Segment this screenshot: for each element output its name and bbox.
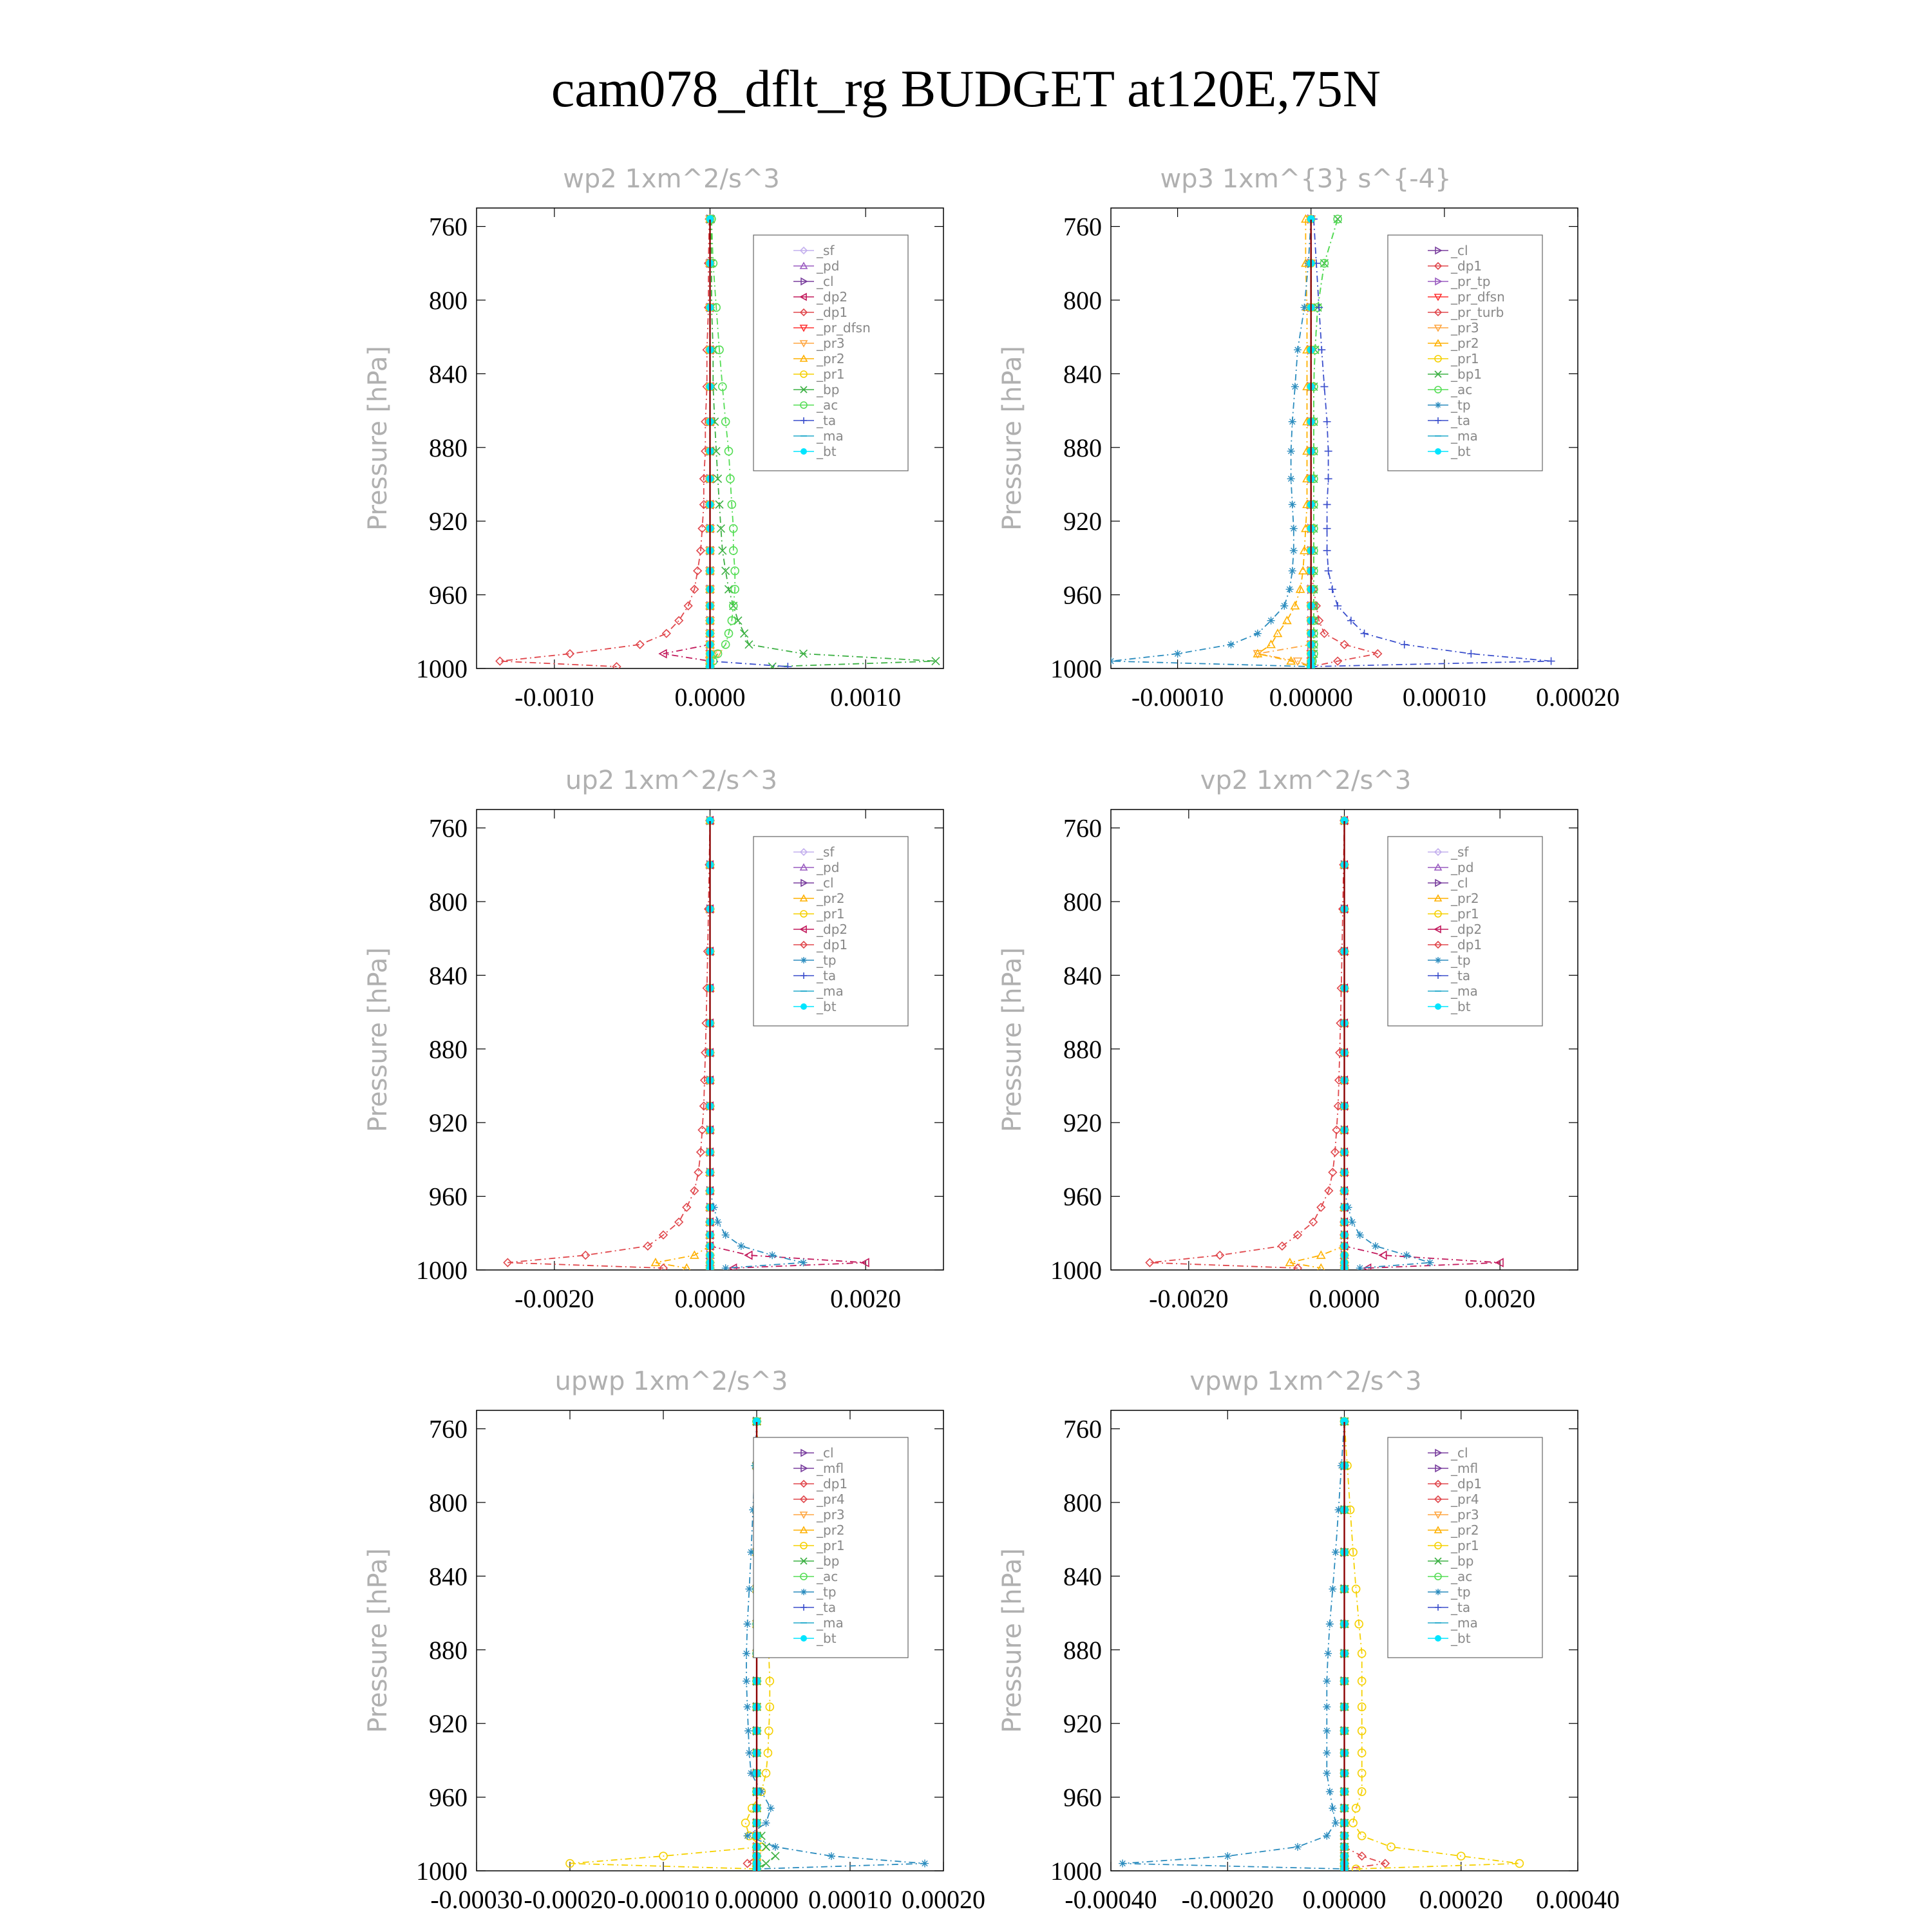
y-tick-label: 800 (429, 1488, 468, 1517)
y-tick-label: 840 (1063, 961, 1102, 990)
legend-label: _bt (817, 444, 837, 459)
data-point (1326, 1620, 1334, 1628)
data-point (1323, 1769, 1331, 1777)
data-point (800, 1259, 808, 1267)
legend-label: _ma (1451, 1615, 1478, 1631)
legend-label: _cl (817, 875, 834, 891)
data-point (1287, 475, 1295, 482)
y-tick-label: 920 (1063, 1709, 1102, 1739)
y-tick-label: 840 (429, 961, 468, 990)
data-point (1227, 641, 1235, 649)
legend-label: _bp (817, 382, 840, 397)
x-tick-label: 0.00020 (1536, 683, 1620, 712)
legend-label: _pr1 (817, 1538, 845, 1553)
data-point (921, 1860, 929, 1868)
legend-label: _pr2 (1451, 336, 1479, 351)
data-point (722, 1231, 730, 1239)
data-point (745, 1749, 753, 1757)
data-point (1119, 1860, 1126, 1868)
x-tick-label: -0.00040 (1065, 1885, 1157, 1914)
legend-marker (1435, 957, 1441, 963)
y-tick-label: 840 (1063, 1562, 1102, 1591)
legend-label: _pr_dfsn (1451, 289, 1505, 305)
legend-label: _pr2 (1451, 1522, 1479, 1538)
data-point (768, 1251, 776, 1259)
legend-label: _bt (1451, 444, 1471, 459)
y-axis-label: Pressure [hPa] (363, 1548, 393, 1733)
legend-label: _mfl (1451, 1461, 1479, 1476)
data-point (1356, 1231, 1364, 1239)
y-axis-label: Pressure [hPa] (363, 947, 393, 1132)
legend-label: _ac (1451, 382, 1473, 397)
x-tick-label: -0.00010 (617, 1885, 710, 1914)
legend-label: _bt (817, 1631, 837, 1646)
data-point (1323, 1749, 1331, 1757)
legend-marker (1435, 448, 1441, 455)
y-tick-label: 1000 (1050, 1256, 1102, 1285)
legend-label: _pd (817, 258, 840, 274)
x-tick-label: 0.0020 (1464, 1284, 1536, 1313)
legend-label: _ta (817, 1600, 837, 1615)
x-tick-label: -0.00030 (430, 1885, 523, 1914)
panel-subtitle: wp3 1xm^{3} s^{-4} (1160, 164, 1452, 194)
data-point (1323, 1727, 1331, 1735)
panel-subtitle: vp2 1xm^2/s^3 (1200, 766, 1412, 795)
legend-marker (1435, 1003, 1441, 1010)
x-tick-label: 0.0000 (1309, 1284, 1380, 1313)
data-point (1289, 567, 1296, 574)
legend-label: _ta (1451, 968, 1471, 983)
x-tick-label: 0.00000 (715, 1885, 799, 1914)
data-point (1224, 1852, 1231, 1860)
legend-label: _pr4 (1451, 1492, 1479, 1507)
x-tick-label: 0.00010 (1402, 683, 1486, 712)
legend-label: _ac (1451, 1569, 1473, 1584)
legend-label: _bp1 (1451, 366, 1482, 382)
legend-marker (1435, 1589, 1441, 1595)
data-point (737, 1242, 745, 1250)
y-tick-label: 800 (429, 887, 468, 916)
data-point (1291, 383, 1299, 390)
data-point (762, 1819, 770, 1827)
x-tick-label: 0.0010 (830, 683, 902, 712)
y-tick-label: 960 (429, 1783, 468, 1812)
data-point (1289, 418, 1296, 426)
y-tick-label: 760 (1063, 813, 1102, 843)
legend-label: _bp (817, 1553, 840, 1569)
legend-label: _cl (817, 1445, 834, 1461)
data-point (744, 1832, 752, 1840)
data-point (828, 1852, 835, 1860)
y-tick-label: 920 (429, 1108, 468, 1138)
x-tick-label: -0.00020 (524, 1885, 616, 1914)
legend-label: _pr_dfsn (817, 320, 871, 336)
legend-label: _pr3 (1451, 320, 1479, 336)
y-tick-label: 1000 (416, 654, 468, 683)
x-tick-label: 0.00000 (1269, 683, 1353, 712)
legend-label: _sf (817, 243, 835, 258)
data-point (1300, 303, 1308, 311)
legend-label: _dp1 (817, 937, 848, 952)
legend-label: _dp1 (817, 305, 848, 320)
legend-label: _dp1 (1451, 1476, 1482, 1492)
legend (753, 837, 908, 1026)
data-point (745, 1585, 753, 1593)
data-point (714, 1218, 722, 1226)
legend-label: _pr1 (817, 906, 845, 922)
y-tick-label: 880 (1063, 1034, 1102, 1064)
x-tick-label: -0.00020 (1181, 1885, 1274, 1914)
y-tick-label: 920 (1063, 507, 1102, 536)
legend-label: _tp (1451, 1584, 1471, 1600)
y-axis-label: Pressure [hPa] (998, 346, 1027, 531)
legend-label: _dp2 (1451, 922, 1482, 937)
legend-label: _sf (817, 844, 835, 860)
panel-subtitle: up2 1xm^2/s^3 (565, 766, 778, 795)
data-point (1267, 617, 1275, 625)
y-tick-label: 880 (429, 433, 468, 462)
legend-label: _tp (817, 1584, 837, 1600)
data-point (743, 1650, 750, 1658)
legend-label: _ta (817, 413, 837, 428)
data-point (1323, 1703, 1331, 1710)
legend-label: _pr1 (1451, 1538, 1479, 1553)
data-point (1326, 1788, 1334, 1795)
panel-subtitle: wp2 1xm^2/s^3 (563, 164, 780, 194)
legend-label: _ma (1451, 983, 1478, 999)
y-tick-label: 840 (1063, 359, 1102, 389)
legend-label: _dp1 (1451, 937, 1482, 952)
y-tick-label: 920 (1063, 1108, 1102, 1138)
y-tick-label: 800 (429, 286, 468, 315)
legend (1388, 837, 1542, 1026)
data-point (1332, 1819, 1340, 1827)
legend-label: _ta (1451, 413, 1471, 428)
y-tick-label: 1000 (416, 1857, 468, 1886)
panel-subtitle: vpwp 1xm^2/s^3 (1189, 1367, 1422, 1396)
legend-marker (800, 1589, 807, 1595)
legend-label: _pr1 (1451, 351, 1479, 366)
x-tick-label: -0.0020 (1149, 1284, 1229, 1313)
legend-label: _pr4 (817, 1492, 845, 1507)
y-tick-label: 840 (429, 1562, 468, 1591)
panel-subtitle: upwp 1xm^2/s^3 (554, 1367, 788, 1396)
data-point (744, 1727, 752, 1735)
legend-label: _pr3 (1451, 1507, 1479, 1522)
legend-label: _dp2 (817, 289, 848, 305)
y-tick-label: 800 (1063, 1488, 1102, 1517)
x-tick-label: 0.00010 (808, 1885, 892, 1914)
data-point (1372, 1242, 1379, 1250)
legend-label: _pr2 (817, 351, 845, 366)
data-point (772, 1843, 779, 1851)
legend-label: _cl (1451, 243, 1468, 258)
data-point (1349, 1218, 1356, 1226)
legend-label: _tp (1451, 952, 1471, 968)
y-axis-label: Pressure [hPa] (998, 947, 1027, 1132)
legend-label: _cl (1451, 875, 1468, 891)
y-tick-label: 880 (429, 1635, 468, 1665)
data-point (1323, 1832, 1331, 1840)
legend-marker (1435, 402, 1441, 408)
legend-label: _ma (817, 428, 844, 444)
legend-marker (1435, 1635, 1441, 1642)
legend-label: _pr1 (817, 366, 845, 382)
legend-label: _pd (817, 860, 840, 875)
y-tick-label: 1000 (1050, 1857, 1102, 1886)
legend (1388, 1437, 1542, 1658)
y-tick-label: 840 (429, 359, 468, 389)
data-point (1329, 1804, 1336, 1812)
legend-label: _bt (1451, 999, 1471, 1014)
data-point (1426, 1259, 1434, 1267)
legend-label: _bt (1451, 1631, 1471, 1646)
legend-label: _pr_tp (1451, 274, 1491, 289)
legend-label: _ta (817, 968, 837, 983)
y-tick-label: 760 (429, 813, 468, 843)
y-tick-label: 960 (429, 1182, 468, 1211)
y-tick-label: 760 (429, 212, 468, 242)
legend-label: _ac (817, 1569, 838, 1584)
legend-label: _dp2 (817, 922, 848, 937)
legend-label: _tp (817, 952, 837, 968)
legend-label: _pr2 (1451, 891, 1479, 906)
x-tick-label: 0.0020 (830, 1284, 902, 1313)
data-point (1280, 602, 1288, 610)
legend-label: _pr_turb (1451, 305, 1504, 320)
data-point (1174, 650, 1182, 658)
x-tick-label: 0.00020 (902, 1885, 985, 1914)
legend-label: _pr1 (1451, 906, 1479, 922)
y-tick-label: 760 (1063, 1414, 1102, 1444)
x-tick-label: -0.00010 (1131, 683, 1224, 712)
legend-label: _ma (817, 983, 844, 999)
legend-label: _tp (1451, 397, 1471, 413)
data-point (1323, 1677, 1331, 1685)
y-tick-label: 960 (1063, 1783, 1102, 1812)
legend-label: _pr2 (817, 1522, 845, 1538)
legend-label: _dp1 (817, 1476, 848, 1492)
legend-label: _pr3 (817, 336, 845, 351)
legend-label: _ma (817, 1615, 844, 1631)
data-point (1332, 1548, 1340, 1556)
data-point (767, 1804, 775, 1812)
y-tick-label: 800 (1063, 887, 1102, 916)
legend-label: _pr2 (817, 891, 845, 906)
y-tick-label: 880 (1063, 433, 1102, 462)
legend-marker (800, 1003, 807, 1010)
y-tick-label: 1000 (1050, 654, 1102, 683)
x-tick-label: 0.0000 (674, 1284, 746, 1313)
legend-marker (800, 957, 807, 963)
data-point (1294, 1843, 1302, 1851)
y-tick-label: 760 (1063, 212, 1102, 242)
y-tick-label: 920 (429, 507, 468, 536)
data-point (1403, 1251, 1410, 1259)
y-tick-label: 960 (1063, 580, 1102, 610)
legend (1388, 235, 1542, 471)
y-axis-label: Pressure [hPa] (363, 346, 393, 531)
y-tick-label: 800 (1063, 286, 1102, 315)
data-point (1324, 1650, 1332, 1658)
legend-label: _mfl (817, 1461, 844, 1476)
x-tick-label: 0.00000 (1302, 1885, 1387, 1914)
data-point (1329, 1585, 1336, 1593)
legend-label: _bt (817, 999, 837, 1014)
legend-label: _dp1 (1451, 258, 1482, 274)
x-tick-label: 0.00020 (1419, 1885, 1503, 1914)
legend-label: _ta (1451, 1600, 1471, 1615)
legend-label: _cl (1451, 1445, 1468, 1461)
legend-label: _ma (1451, 428, 1478, 444)
legend-label: _ac (817, 397, 838, 413)
x-tick-label: -0.0010 (515, 683, 594, 712)
data-point (744, 1703, 752, 1710)
figure-title: cam078_dflt_rg BUDGET at120E,75N (551, 59, 1381, 118)
legend-marker (800, 448, 807, 455)
y-axis-label: Pressure [hPa] (998, 1548, 1027, 1733)
data-point (743, 1677, 750, 1685)
y-tick-label: 1000 (416, 1256, 468, 1285)
data-point (1290, 525, 1298, 533)
x-tick-label: 0.0000 (674, 683, 746, 712)
data-point (744, 1620, 752, 1628)
legend-marker (800, 1635, 807, 1642)
y-tick-label: 880 (1063, 1635, 1102, 1665)
legend-label: _cl (817, 274, 834, 289)
y-tick-label: 760 (429, 1414, 468, 1444)
x-tick-label: -0.0020 (515, 1284, 594, 1313)
y-tick-label: 960 (429, 580, 468, 610)
legend-label: _bp (1451, 1553, 1474, 1569)
legend-label: _pd (1451, 860, 1474, 875)
legend (753, 235, 908, 471)
y-tick-label: 880 (429, 1034, 468, 1064)
y-tick-label: 920 (429, 1709, 468, 1739)
legend-label: _sf (1451, 844, 1469, 860)
legend (753, 1437, 908, 1658)
x-tick-label: 0.00040 (1536, 1885, 1620, 1914)
y-tick-label: 960 (1063, 1182, 1102, 1211)
legend-label: _pr3 (817, 1507, 845, 1522)
